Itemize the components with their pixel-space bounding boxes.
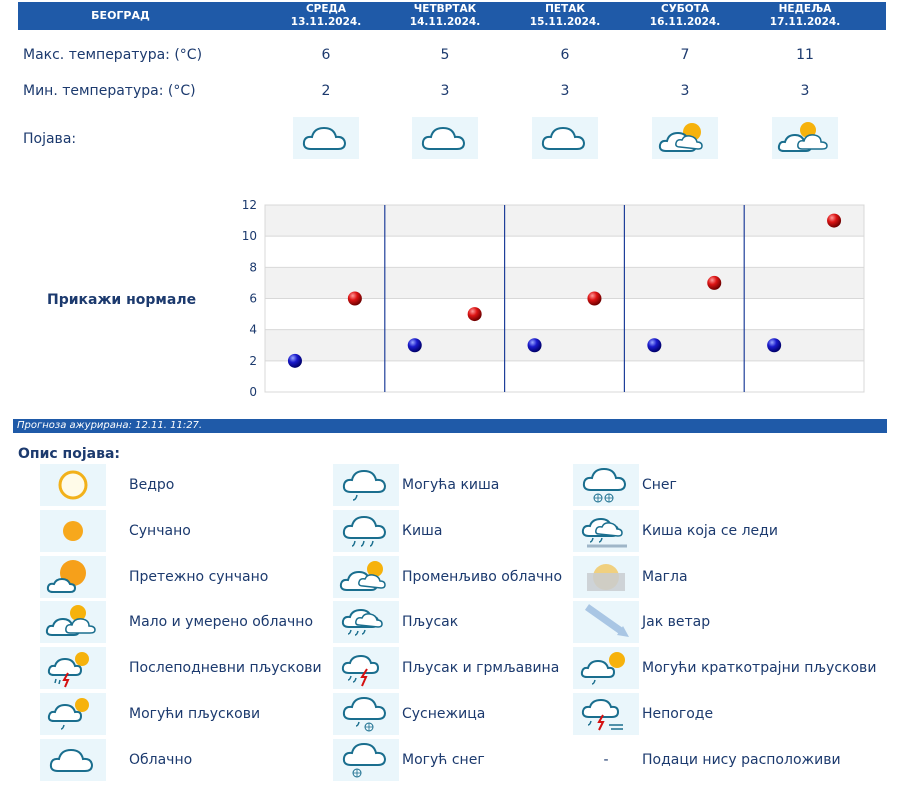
mostly-sunny-icon [40,556,106,598]
sunny-icon [40,510,106,552]
snow-icon [573,464,639,506]
legend-label: Претежно сунчано [129,569,269,585]
legend-label: Јак ветар [642,614,711,630]
day-header-4: СУБОТА 16.11.2024. [649,3,721,28]
chart-band [265,236,864,267]
sleet-icon [333,693,399,735]
day-header-5: НЕДЕЉА 17.11.2024. [769,3,841,28]
min-temp-value: 3 [680,83,690,99]
temperature-chart [0,190,900,405]
legend-label: Облачно [129,752,193,768]
y-tick-label: 8 [249,260,257,275]
min-temp-point [408,338,422,352]
no-data-icon: - [603,752,609,768]
mostly-cloudy-sun-icon [772,117,838,159]
possible-snow-icon [333,739,399,781]
variable-cloudy-icon [333,556,399,598]
legend-label: Снег [642,477,677,493]
legend-label: Киша која се леди [642,523,778,539]
legend-label: Подаци нису расположиви [642,752,841,768]
legend-label: Послеподневни пљускови [129,660,322,676]
possible-short-showers-icon [573,647,639,689]
fog-icon [573,556,639,598]
legend-label: Могућ снег [402,752,485,768]
min-temp-value: 3 [800,83,810,99]
y-tick-label: 10 [241,229,257,244]
legend-label: Суснежица [402,706,486,722]
overcast-icon [40,739,106,781]
min-temp-point [647,338,661,352]
chart-band [265,205,864,236]
max-temp-point [348,292,362,306]
temperature-chart-svg [0,190,900,405]
max-temp-point [587,292,601,306]
day-header-1: СРЕДА 13.11.2024. [290,3,362,28]
possible-rain-icon [333,464,399,506]
max-temp-point [707,276,721,290]
legend-label: Могућа киша [402,477,500,493]
min-temp-value: 3 [440,83,450,99]
legend-label: Пљусак и грмљавина [402,660,560,676]
legend-label: Магла [642,569,688,585]
max-temp-value: 6 [560,47,570,63]
legend-label: Сунчано [129,523,191,539]
min-temp-label: Мин. температура: (°C) [23,83,196,99]
min-temp-point [767,338,781,352]
clear-sun-icon [40,464,106,506]
max-temp-value: 5 [440,47,450,63]
max-temp-value: 7 [680,47,690,63]
shower-icon [333,601,399,643]
chart-band [265,361,864,392]
max-temp-value: 11 [796,47,814,63]
forecast-updated-bar: Прогноза ажурирана: 12.11. 11:27. [13,419,887,433]
strong-wind-icon [573,601,639,643]
max-temp-value: 6 [321,47,331,63]
y-tick-label: 6 [249,291,257,306]
afternoon-showers-icon [40,647,106,689]
y-tick-label: 12 [241,198,257,212]
min-temp-point [288,354,302,368]
legend-label: Пљусак [402,614,459,630]
possible-showers-icon [40,693,106,735]
day-header-3: ПЕТАК 15.11.2024. [529,3,601,28]
legend-label: Ведро [129,477,175,493]
rain-icon [333,510,399,552]
legend-label: Могући пљускови [129,706,261,722]
partly-cloudy-icon [652,117,718,159]
city-name: БЕОГРАД [91,9,150,22]
min-temp-value: 2 [321,83,331,99]
y-tick-label: 4 [249,322,257,337]
legend-title: Опис појава: [18,446,120,462]
max-temp-point [827,214,841,228]
legend-label: Непогоде [642,706,714,722]
cloudy-icon [293,117,359,159]
partly-cloudy-icon [40,601,106,643]
min-temp-value: 3 [560,83,570,99]
legend-label: Мало и умерено облачно [129,614,314,630]
cloudy-icon [532,117,598,159]
day-header-2: ЧЕТВРТАК 14.11.2024. [409,3,481,28]
y-tick-label: 0 [249,385,257,399]
thunderstorm-icon [333,647,399,689]
show-normals-link[interactable]: Прикажи нормале [47,292,197,308]
min-temp-point [528,338,542,352]
cloudy-icon [412,117,478,159]
max-temp-point [468,307,482,321]
max-temp-label: Макс. температура: (°C) [23,47,203,63]
forecast-header [18,2,886,30]
legend-label: Киша [402,523,443,539]
phenomenon-label: Појава: [23,131,77,147]
legend-label: Променљиво облачно [402,569,563,585]
y-tick-label: 2 [249,353,257,368]
freezing-rain-icon [573,510,639,552]
storm-icon [573,693,639,735]
legend-label: Могући краткотрајни пљускови [642,660,877,676]
